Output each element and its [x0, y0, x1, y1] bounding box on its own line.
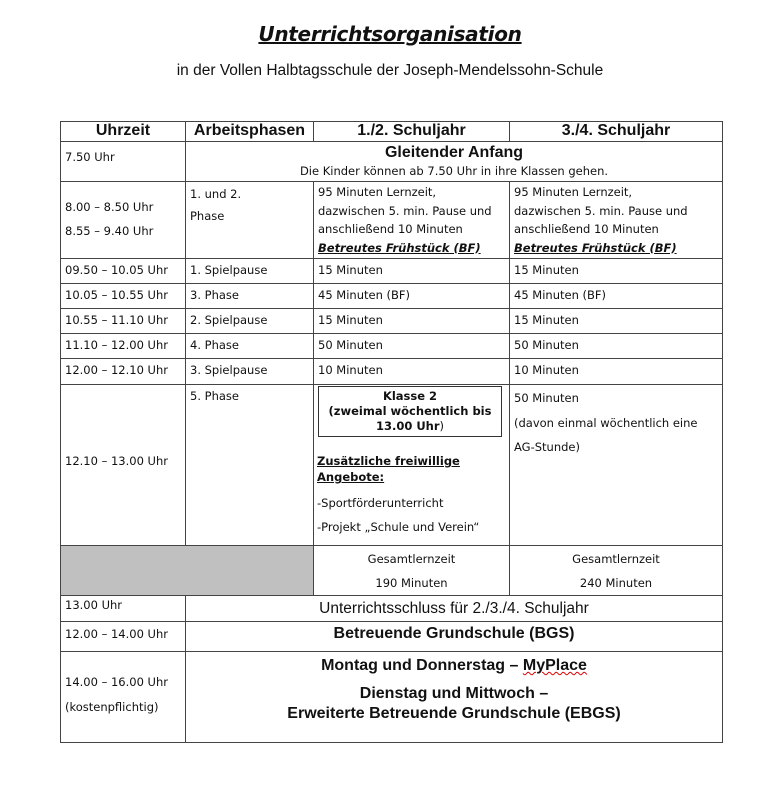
bgs-text: Betreuende Grundschule (BGS)	[185, 621, 723, 652]
totals-value-34: 240 Minuten	[579, 576, 653, 590]
fifth-col34-line2: (davon einmal wöchentlich eine	[514, 415, 698, 430]
header-schuljahr-12: 1./2. Schuljahr	[313, 121, 510, 142]
row-col12: 45 Minuten (BF)	[313, 283, 510, 309]
first-block-col34-line4: Betreutes Frühstück (BF)	[514, 240, 677, 255]
row-phase: 3. Phase	[185, 283, 314, 309]
first-block-time-1: 8.00 – 8.50 Uhr	[65, 200, 154, 214]
afternoon-cell	[185, 651, 723, 743]
schluss-time: 13.00 Uhr	[60, 595, 186, 622]
row-col34: 10 Minuten	[509, 358, 723, 385]
extra-title-2: Angebote:	[317, 470, 385, 484]
gleitend-title: Gleitender Anfang	[384, 144, 524, 161]
fifth-col34-line3: AG-Stunde)	[514, 440, 580, 454]
klasse-line3	[319, 419, 501, 434]
first-block-time-2: 8.55 – 9.40 Uhr	[65, 224, 154, 238]
klasse-paren: )	[439, 419, 445, 433]
myplace-link: MyPlace	[522, 657, 587, 674]
header-schuljahr-34: 3./4. Schuljahr	[509, 121, 723, 142]
first-block-phase-2: Phase	[190, 209, 225, 223]
totals-label-12: Gesamtlernzeit	[367, 552, 456, 566]
row-col34: 45 Minuten (BF)	[509, 283, 723, 309]
first-block-col12-line1: 95 Minuten Lernzeit,	[318, 185, 437, 199]
afternoon-time	[60, 651, 186, 743]
row-col34: 15 Minuten	[509, 308, 723, 334]
first-block-col12	[313, 181, 510, 259]
bgs-time: 12.00 – 14.00 Uhr	[60, 621, 186, 652]
fifth-phase-col34	[509, 384, 723, 546]
afternoon-note: (kostenpflichtig)	[65, 700, 159, 714]
extra-item-1: -Sportförderunterricht	[317, 496, 444, 510]
afternoon-line3: Erweiterte Betreuende Grundschule (EBGS)	[287, 705, 621, 722]
extra-offers	[317, 453, 507, 539]
totals-col34	[509, 545, 723, 596]
first-block-time	[60, 181, 186, 259]
row-time: 12.00 – 12.10 Uhr	[60, 358, 186, 385]
klasse-time: 13.00 Uhr	[375, 419, 440, 433]
first-block-col12-line4: Betreutes Frühstück (BF)	[318, 240, 481, 255]
extra-item-2: -Projekt „Schule und Verein“	[317, 520, 480, 534]
first-block-col34-line2: dazwischen 5. min. Pause und	[514, 203, 688, 218]
schluss-text: Unterrichtsschluss für 2./3./4. Schuljahr	[185, 595, 723, 622]
row-col12: 15 Minuten	[313, 308, 510, 334]
first-block-col12-line3: anschließend 10 Minuten	[318, 222, 463, 236]
row-phase: 2. Spielpause	[185, 308, 314, 334]
first-block-phase-1: 1. und 2.	[190, 187, 242, 201]
gleitend-cell	[185, 141, 723, 182]
row-col12: 15 Minuten	[313, 258, 510, 284]
totals-col12	[313, 545, 510, 596]
gleitend-note: Die Kinder können ab 7.50 Uhr in ihre Klassen gehen.	[299, 164, 609, 178]
row-phase: 1. Spielpause	[185, 258, 314, 284]
first-block-phase	[185, 181, 314, 259]
first-block-col34-line3: anschließend 10 Minuten	[514, 222, 659, 236]
first-block-col34	[509, 181, 723, 259]
row-time: 11.10 – 12.00 Uhr	[60, 333, 186, 359]
fifth-phase-phase: 5. Phase	[185, 384, 314, 546]
totals-label-34: Gesamtlernzeit	[572, 552, 660, 566]
first-block-col12-line2: dazwischen 5. min. Pause und	[318, 203, 492, 218]
row-time: 09.50 – 10.05 Uhr	[60, 258, 186, 284]
row-col34: 50 Minuten	[509, 333, 723, 359]
row-time: 10.05 – 10.55 Uhr	[60, 283, 186, 309]
fifth-col34-line1: 50 Minuten	[514, 391, 579, 405]
first-block-col34-line1: 95 Minuten Lernzeit,	[514, 185, 633, 199]
row-col34: 15 Minuten	[509, 258, 723, 284]
row-phase: 3. Spielpause	[185, 358, 314, 385]
document-subtitle: in der Vollen Halbtagsschule der Joseph-Mendelssohn-Schule	[176, 62, 604, 79]
afternoon-line2: Dienstag und Mittwoch –	[359, 685, 549, 702]
afternoon-line1	[190, 654, 718, 678]
klasse-line1: Klasse 2	[382, 389, 438, 403]
row-time: 10.55 – 11.10 Uhr	[60, 308, 186, 334]
row-col12: 50 Minuten	[313, 333, 510, 359]
row-phase: 4. Phase	[185, 333, 314, 359]
document-title: Unterrichtsorganisation	[258, 22, 522, 46]
header-uhrzeit: Uhrzeit	[60, 121, 186, 142]
totals-value-12: 190 Minuten	[375, 576, 448, 590]
grey-empty-cell	[60, 545, 314, 596]
fifth-phase-time: 12.10 – 13.00 Uhr	[60, 384, 186, 546]
row-col12: 10 Minuten	[313, 358, 510, 385]
header-arbeitsphasen: Arbeitsphasen	[185, 121, 314, 142]
klasse-line2: (zweimal wöchentlich bis	[328, 404, 492, 418]
afternoon-line1-prefix: Montag und Donnerstag –	[321, 657, 523, 674]
klasse-2-box	[318, 386, 502, 437]
extra-title-1: Zusätzliche freiwillige	[317, 454, 460, 468]
afternoon-time-range: 14.00 – 16.00 Uhr	[65, 675, 168, 689]
gleitend-time: 7.50 Uhr	[60, 141, 186, 182]
